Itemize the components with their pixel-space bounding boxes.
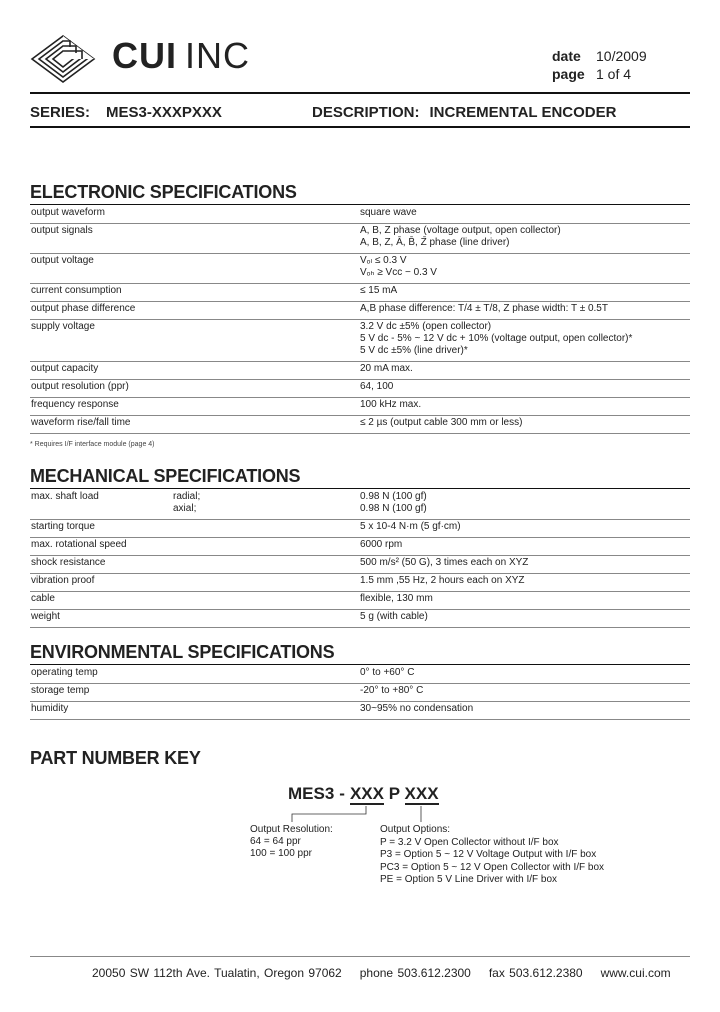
spec-label: max. rotational speed xyxy=(31,539,127,550)
spec-row xyxy=(30,683,690,702)
footer-address: 20050 SW 112th Ave. Tualatin, Oregon 97062 xyxy=(92,966,342,980)
footer-fax: fax 503.612.2380 xyxy=(488,966,583,980)
spec-value: 0.98 N (100 gf) 0.98 N (100 gf) xyxy=(360,491,427,514)
spec-label: output voltage xyxy=(31,255,94,266)
spec-row xyxy=(30,223,690,254)
footer-rule xyxy=(30,956,690,957)
spec-row xyxy=(30,609,690,628)
spec-value: 6000 rpm xyxy=(360,539,403,550)
spec-value: ≤ 2 µs (output cable 300 mm or less) xyxy=(360,417,523,428)
spec-row xyxy=(30,205,690,224)
spec-label: max. shaft load xyxy=(31,491,99,502)
spec-value: 64, 100 xyxy=(360,381,394,392)
header-rule-2 xyxy=(30,126,690,128)
part-number-code: MES3 - XXX P XXX xyxy=(288,784,439,803)
spec-label: supply voltage xyxy=(31,321,95,332)
spec-label: weight xyxy=(31,611,60,622)
spec-value: 3.2 V dc ±5% (open collector) 5 V dc - 5% ~ 12 V dc + 10% (voltage output, open collector)* 5 V dc ±5% (line driver)* xyxy=(360,321,633,356)
spec-value: 5 g (with cable) xyxy=(360,611,428,622)
spec-value: 0° to +60° C xyxy=(360,667,415,678)
spec-row xyxy=(30,701,690,720)
page-value: 1 of 4 xyxy=(596,66,632,82)
spec-row xyxy=(30,301,690,320)
part-number-key-title: PART NUMBER KEY xyxy=(30,748,201,768)
spec-value: A,B phase difference: T/4 ± T/8, Z phase width: T ± 0.5T xyxy=(360,303,608,314)
spec-value: Vₒₗ ≤ 0.3 V Vₒₕ ≥ Vcc − 0.3 V xyxy=(360,255,437,278)
spec-value: 1.5 mm ,55 Hz, 2 hours each on XYZ xyxy=(360,575,525,586)
spec-row xyxy=(30,361,690,380)
spec-label: vibration proof xyxy=(31,575,95,586)
spec-label: output capacity xyxy=(31,363,99,374)
description-field: DESCRIPTION: INCREMENTAL ENCODER xyxy=(312,104,617,121)
spec-value: 500 m/s² (50 G), 3 times each on XYZ xyxy=(360,557,529,568)
spec-row xyxy=(30,283,690,302)
options-code: XXX xyxy=(404,784,439,803)
spec-label: output waveform xyxy=(31,207,105,218)
spec-label: output phase difference xyxy=(31,303,136,314)
spec-value: A, B, Z phase (voltage output, open collector) A, B, Z, Ā, B̄, Z̄ phase (line driver) xyxy=(360,225,561,248)
spec-label: humidity xyxy=(31,703,69,714)
spec-label: frequency response xyxy=(31,399,119,410)
resolution-legend: Output Resolution: 64 = 64 ppr 100 = 100 ppr xyxy=(250,824,333,859)
spec-value: -20° to +80° C xyxy=(360,685,424,696)
spec-label: storage temp xyxy=(31,685,90,696)
spec-value: 100 kHz max. xyxy=(360,399,422,410)
spec-row xyxy=(30,537,690,556)
document-meta: date 10/2009 page 1 of 4 xyxy=(552,48,647,82)
spec-label: output signals xyxy=(31,225,93,236)
spec-label: operating temp xyxy=(31,667,98,678)
spec-sublabel: radial; axial; xyxy=(173,491,201,514)
spec-row xyxy=(30,319,690,362)
spec-value: 30~95% no condensation xyxy=(360,703,474,714)
spec-value: flexible, 130 mm xyxy=(360,593,433,604)
footer-web: www.cui.com xyxy=(600,966,671,980)
series-field: SERIES: MES3-XXXPXXX xyxy=(30,104,222,121)
spec-row xyxy=(30,555,690,574)
cui-logo-icon xyxy=(30,33,96,85)
spec-label: cable xyxy=(31,593,55,604)
spec-row xyxy=(30,379,690,398)
electronic-specs-title: ELECTRONIC SPECIFICATIONS xyxy=(30,182,297,202)
header-rule xyxy=(30,92,690,94)
spec-row xyxy=(30,253,690,284)
spec-value: 20 mA max. xyxy=(360,363,413,374)
mechanical-specs-title: MECHANICAL SPECIFICATIONS xyxy=(30,466,301,486)
spec-row xyxy=(30,397,690,416)
spec-label: output resolution (ppr) xyxy=(31,381,129,392)
spec-row xyxy=(30,415,690,434)
footnote: * Requires I/F interface module (page 4) xyxy=(30,441,155,448)
spec-label: current consumption xyxy=(31,285,122,296)
brand-name: CUI INC xyxy=(112,35,250,76)
resolution-code: XXX xyxy=(349,784,384,803)
spec-value: 5 x 10-4 N·m (5 gf·cm) xyxy=(360,521,461,532)
spec-label: waveform rise/fall time xyxy=(31,417,131,428)
spec-value: ≤ 15 mA xyxy=(360,285,398,296)
spec-row xyxy=(30,573,690,592)
spec-label: starting torque xyxy=(31,521,95,532)
footer xyxy=(92,966,671,980)
spec-row xyxy=(30,519,690,538)
spec-row xyxy=(30,591,690,610)
spec-label: shock resistance xyxy=(31,557,106,568)
date-value: 10/2009 xyxy=(596,48,647,64)
spec-row xyxy=(30,489,690,520)
footer-phone: phone 503.612.2300 xyxy=(359,966,471,980)
spec-value: square wave xyxy=(360,207,417,218)
spec-row xyxy=(30,665,690,684)
options-legend: Output Options: P = 3.2 V Open Collector without I/F box P3 = Option 5 ~ 12 V Voltage Output with I/F box PC3 = Option 5 ~ 12 V Open Collector with I/F box PE = Option 5 V Line Driver with I/F box xyxy=(380,824,605,885)
environmental-specs-title: ENVIRONMENTAL SPECIFICATIONS xyxy=(30,642,335,662)
